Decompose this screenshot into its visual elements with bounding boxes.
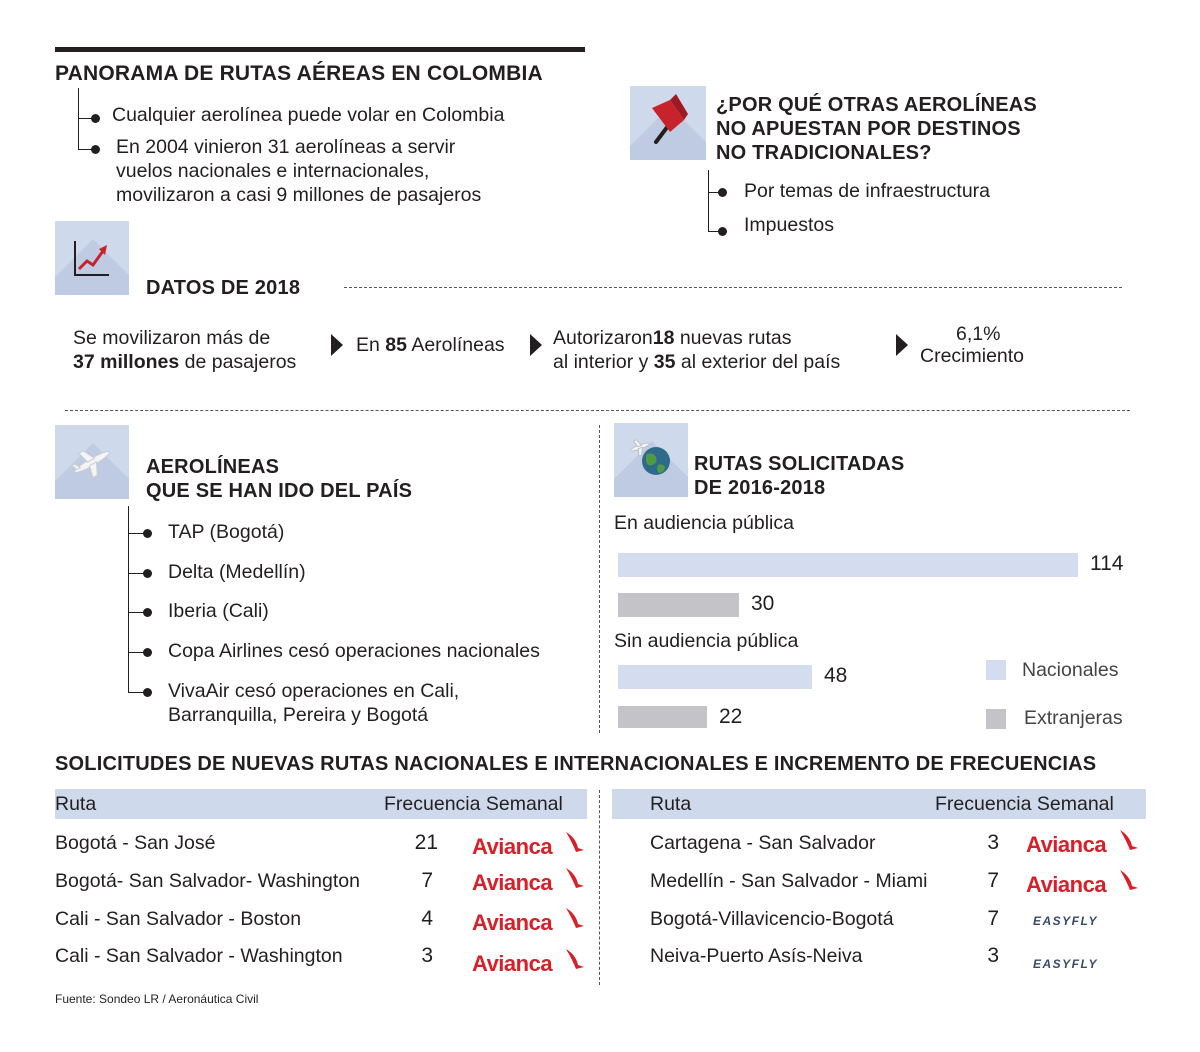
route-name: Bogotá - San José xyxy=(55,832,216,854)
bullet-dot xyxy=(143,648,152,657)
avianca-logo: Avianca xyxy=(472,870,552,896)
stat-rutas-bold1: 18 xyxy=(652,327,675,349)
porque-title-line3: NO TRADICIONALES? xyxy=(716,142,932,164)
panorama-title: PANORAMA DE RUTAS AÉREAS EN COLOMBIA xyxy=(55,62,543,85)
table-divider-vertical xyxy=(599,790,600,985)
arrow-right-icon xyxy=(331,334,343,356)
col-header-frecuencia: Frecuencia Semanal xyxy=(935,793,1114,815)
route-name: Cali - San Salvador - Boston xyxy=(55,908,302,930)
stat-rutas-line1 xyxy=(553,327,792,350)
porque-bullet-2: Impuestos xyxy=(744,214,834,236)
panorama-tree-line xyxy=(78,88,79,150)
top-rule xyxy=(55,47,585,52)
avianca-logo: Avianca xyxy=(472,951,552,977)
airplane-icon xyxy=(55,425,129,499)
legend-label-nacionales: Nacionales xyxy=(1022,659,1119,681)
stat-rutas-bold2: 35 xyxy=(653,351,676,373)
panorama-bullet-1: Cualquier aerolínea puede volar en Colombia xyxy=(112,104,505,126)
col-header-frecuencia: Frecuencia Semanal xyxy=(384,793,563,815)
bullet-dot xyxy=(143,569,152,578)
divider-vertical-dashed xyxy=(599,425,600,733)
stat-pasajeros-line2 xyxy=(73,351,296,374)
avianca-swoosh-icon xyxy=(564,947,586,971)
col-header-ruta: Ruta xyxy=(55,793,97,815)
aerolinea-item: Delta (Medellín) xyxy=(168,561,306,583)
stat-rutas-l2-rest: al exterior del país xyxy=(675,351,841,373)
avianca-swoosh-icon xyxy=(1118,828,1140,852)
arrow-right-icon xyxy=(896,334,908,356)
stat-aerolineas xyxy=(356,334,505,357)
avianca-swoosh-icon xyxy=(564,906,586,930)
stat-crecimiento-label: Crecimiento xyxy=(920,345,1025,367)
stat-rutas-mid: nuevas rutas xyxy=(674,327,792,349)
easyfly-logo: EASYFLY xyxy=(1033,914,1098,928)
stat-rutas-pre: Autorizaron xyxy=(553,327,653,349)
panorama-bullet-2-line1: En 2004 vinieron 31 aerolíneas a servir xyxy=(116,136,456,158)
avianca-logo: Avianca xyxy=(472,910,552,936)
avianca-logo: Avianca xyxy=(1026,832,1106,858)
aerolinea-item: TAP (Bogotá) xyxy=(168,521,285,543)
divider-dashed xyxy=(65,410,1130,411)
route-frequency: 3 xyxy=(987,831,999,854)
solicitudes-title: SOLICITUDES DE NUEVAS RUTAS NACIONALES E INTERNACIONALES E INCREMENTO DE FRECUENCIAS xyxy=(55,753,1097,775)
chart-group-label: En audiencia pública xyxy=(614,512,794,534)
panorama-tree-branch xyxy=(78,149,92,150)
stat-rutas-line2 xyxy=(553,351,840,374)
stat-pasajeros-bold: 37 millones xyxy=(73,351,180,373)
route-frequency: 21 xyxy=(414,831,438,854)
stat-aerolineas-rest: Aerolíneas xyxy=(406,334,505,356)
route-name: Cartagena - San Salvador xyxy=(650,832,876,854)
legend-label-extranjeras: Extranjeras xyxy=(1024,707,1123,729)
pin-icon xyxy=(630,86,706,160)
porque-tree-line xyxy=(708,170,709,232)
stat-crecimiento-pct: 6,1% xyxy=(956,323,1001,345)
bullet-dot xyxy=(143,688,152,697)
porque-title-line1: ¿POR QUÉ OTRAS AEROLÍNEAS xyxy=(716,94,1037,116)
porque-title-line2: NO APUESTAN POR DESTINOS xyxy=(716,118,1021,140)
aerolinea-item: Iberia (Cali) xyxy=(168,600,269,622)
panorama-tree-branch xyxy=(78,118,92,119)
easyfly-logo: EASYFLY xyxy=(1033,957,1098,971)
route-frequency: 7 xyxy=(987,869,999,892)
arrow-right-icon xyxy=(530,334,542,356)
route-name: Bogotá-Villavicencio-Bogotá xyxy=(650,908,894,930)
avianca-swoosh-icon xyxy=(564,830,586,854)
chart-data-label: 48 xyxy=(824,664,848,687)
bullet-dot xyxy=(718,188,727,197)
avianca-swoosh-icon xyxy=(564,866,586,890)
aerolineas-title-line2: QUE SE HAN IDO DEL PAÍS xyxy=(146,480,413,502)
route-frequency: 4 xyxy=(421,907,433,930)
avianca-logo: Avianca xyxy=(472,834,552,860)
route-name: Medellín - San Salvador - Miami xyxy=(650,870,928,892)
avianca-logo: Avianca xyxy=(1026,872,1106,898)
chart-data-label: 22 xyxy=(719,705,743,728)
chart-bar-nacionales-sin-audiencia xyxy=(618,665,812,689)
source-note: Fuente: Sondeo LR / Aeronáutica Civil xyxy=(55,992,259,1006)
stat-rutas-l2-pre: al interior y xyxy=(553,351,654,373)
rutas-title-line2: DE 2016-2018 xyxy=(694,477,826,499)
panorama-bullet-2-line2: vuelos nacionales e internacionales, xyxy=(116,160,430,182)
bullet-dot xyxy=(143,608,152,617)
chart-bar-extranjeras-audiencia xyxy=(618,593,739,617)
aerolinea-item: Copa Airlines cesó operaciones nacionales xyxy=(168,640,540,662)
globe-airplane-icon xyxy=(614,423,688,497)
aerolinea-item-vivaair-line2: Barranquilla, Pereira y Bogotá xyxy=(168,704,429,726)
bullet-dot xyxy=(143,529,152,538)
legend-swatch-nacionales xyxy=(986,660,1006,680)
porque-bullet-1: Por temas de infraestructura xyxy=(744,180,991,202)
route-frequency: 7 xyxy=(421,869,433,892)
datos-title: DATOS DE 2018 xyxy=(146,277,301,299)
rutas-title-line1: RUTAS SOLICITADAS xyxy=(694,453,905,475)
growth-chart-icon xyxy=(55,221,129,295)
panorama-bullet-2-line3: movilizaron a casi 9 millones de pasajeros xyxy=(116,184,482,206)
chart-bar-extranjeras-sin-audiencia xyxy=(618,706,707,728)
route-frequency: 7 xyxy=(987,907,999,930)
route-frequency: 3 xyxy=(421,944,433,967)
chart-data-label: 30 xyxy=(751,592,775,615)
route-name: Bogotá- San Salvador- Washington xyxy=(55,870,360,892)
stat-pasajeros-rest: de pasajeros xyxy=(179,351,297,373)
chart-group-label: Sin audiencia pública xyxy=(614,630,799,652)
stat-aerolineas-bold: 85 xyxy=(385,334,407,356)
bullet-dot xyxy=(91,145,100,154)
stat-aerolineas-pre: En xyxy=(356,334,386,356)
route-name: Neiva-Puerto Asís-Neiva xyxy=(650,945,863,967)
aerolineas-title-line1: AEROLÍNEAS xyxy=(146,456,280,478)
bullet-dot xyxy=(91,114,100,123)
route-name: Cali - San Salvador - Washington xyxy=(55,945,343,967)
col-header-ruta: Ruta xyxy=(650,793,692,815)
chart-data-label: 114 xyxy=(1090,552,1124,575)
aerolinea-item-vivaair-line1: VivaAir cesó operaciones en Cali, xyxy=(168,680,460,702)
avianca-swoosh-icon xyxy=(1118,868,1140,892)
chart-bar-nacionales-audiencia xyxy=(618,553,1078,577)
bullet-dot xyxy=(718,227,727,236)
stat-pasajeros-line1: Se movilizaron más de xyxy=(73,327,271,349)
route-frequency: 3 xyxy=(987,944,999,967)
legend-swatch-extranjeras xyxy=(986,709,1006,729)
divider-dashed xyxy=(344,287,1122,288)
